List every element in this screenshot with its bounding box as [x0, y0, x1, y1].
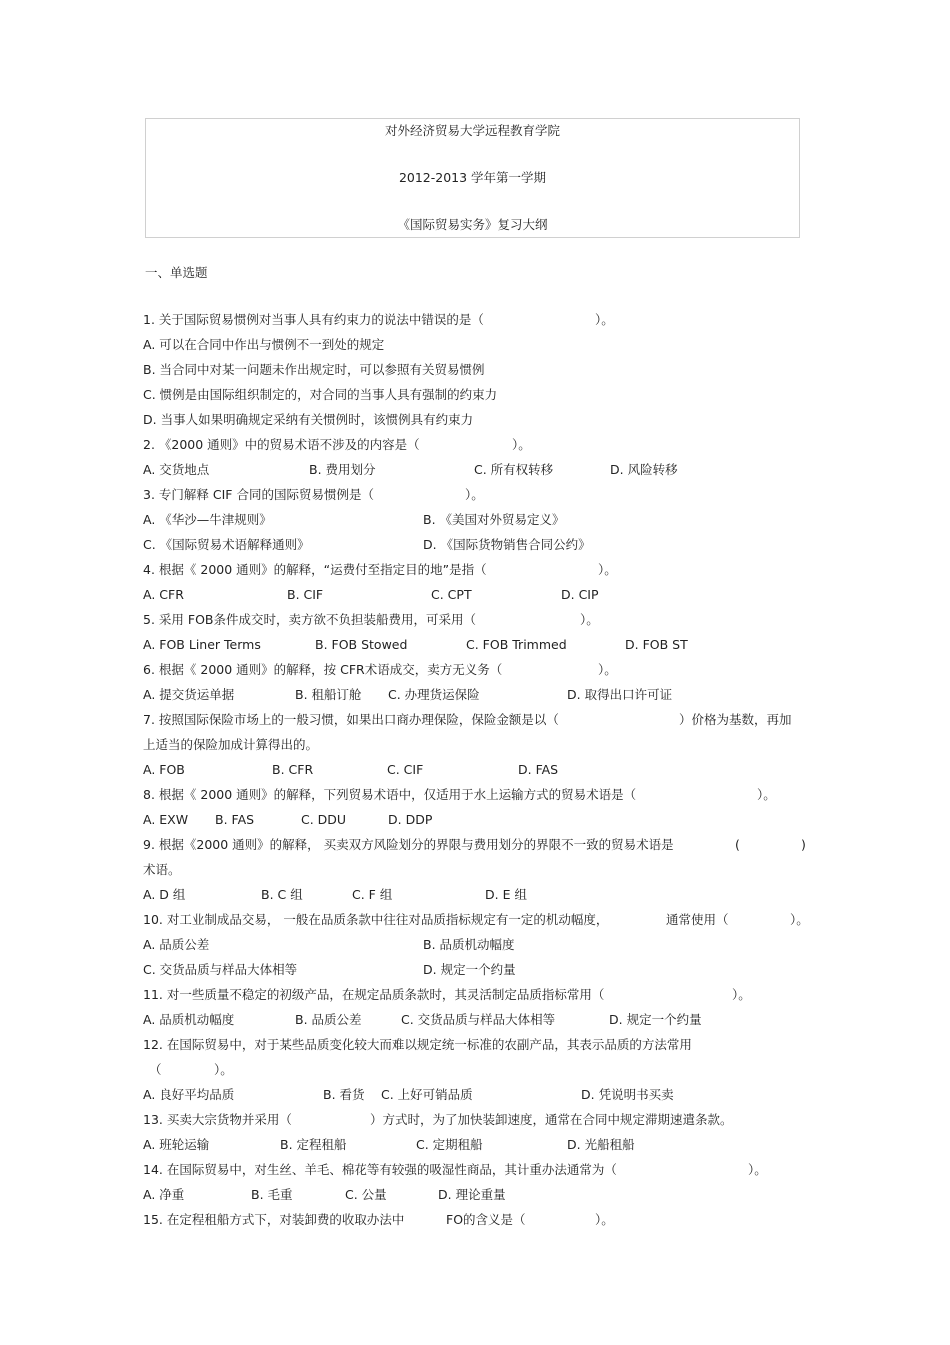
- text-segment: C. 办理货运保险: [388, 687, 480, 702]
- text-segment: (: [735, 837, 740, 852]
- text-segment: B. 租船订舱: [295, 687, 362, 702]
- text-segment: C. 交货品质与样品大体相等: [143, 962, 298, 977]
- text-line: [143, 1137, 813, 1153]
- text-segment: D. 规定一个约量: [609, 1012, 702, 1027]
- text-segment: 13. 买卖大宗货物并采用（: [143, 1112, 292, 1127]
- text-segment: C. 上好可销品质: [381, 1087, 473, 1102]
- text-line: [143, 737, 813, 753]
- text-segment: D. E 组: [485, 887, 527, 902]
- text-line: [143, 862, 813, 878]
- text-segment: B. 品质机动幅度: [423, 937, 515, 952]
- text-segment: B. 毛重: [251, 1187, 293, 1202]
- text-segment: D. 风险转移: [610, 462, 678, 477]
- text-segment: B. 当合同中对某一问题未作出规定时，可以参照有关贸易惯例: [143, 362, 485, 377]
- text-segment: A. 提交货运单据: [143, 687, 235, 702]
- text-segment: A. FOB Liner Terms: [143, 637, 261, 652]
- text-segment: A. EXW: [143, 812, 189, 827]
- text-line: [143, 662, 813, 678]
- text-segment: D. DDP: [388, 812, 433, 827]
- text-line: [143, 412, 813, 428]
- text-line: [143, 962, 813, 978]
- section-title: 一、单选题: [145, 265, 208, 280]
- text-segment: 8. 根据《 2000 通则》的解释，下列贸易术语中，仅适用于水上运输方式的贸易术语是（: [143, 787, 637, 802]
- text-segment: 11. 对一些质量不稳定的初级产品，在规定品质条款时，其灵活制定品质指标常用（: [143, 987, 605, 1002]
- text-segment: D. 理论重量: [438, 1187, 506, 1202]
- text-segment: D. 凭说明书买卖: [581, 1087, 674, 1102]
- text-segment: A. D 组: [143, 887, 186, 902]
- text-segment: ）。: [757, 787, 776, 802]
- text-segment: ）价格为基数，再加: [679, 712, 792, 727]
- text-line: [143, 1162, 813, 1178]
- text-segment: D. 当事人如果明确规定采纳有关惯例时，该惯例具有约束力: [143, 412, 474, 427]
- text-segment: D. FOB ST: [625, 637, 688, 652]
- text-segment: B. CIF: [287, 587, 324, 602]
- text-line: [143, 937, 813, 953]
- text-segment: C. FOB Trimmed: [466, 637, 567, 652]
- text-segment: C. F 组: [352, 887, 393, 902]
- text-segment: A. 班轮运输: [143, 1137, 210, 1152]
- text-segment: ）。: [465, 487, 484, 502]
- text-segment: A. 良好平均品质: [143, 1087, 235, 1102]
- document-title: 《国际贸易实务》复习大纲: [397, 217, 548, 232]
- text-line: [143, 337, 813, 353]
- text-segment: 1. 关于国际贸易惯例对当事人具有约束力的说法中错误的是（: [143, 312, 484, 327]
- text-line: [143, 612, 813, 628]
- text-segment: B. 费用划分: [309, 462, 376, 477]
- text-segment: C. 交货品质与样品大体相等: [401, 1012, 556, 1027]
- text-segment: 14. 在国际贸易中，对生丝、羊毛、棉花等有较强的吸湿性商品，其计重办法通常为（: [143, 1162, 617, 1177]
- text-segment: 6. 根据《 2000 通则》的解释，按 CFR术语成交，卖方无义务（: [143, 662, 503, 677]
- text-line: [143, 537, 813, 553]
- text-line: [143, 912, 813, 928]
- text-segment: 5. 采用 FOB条件成交时，卖方欲不负担装船费用，可采用（: [143, 612, 476, 627]
- text-segment: C. 惯例是由国际组织制定的，对合同的当事人具有强制的约束力: [143, 387, 498, 402]
- text-segment: C. CPT: [431, 587, 472, 602]
- text-segment: A. CFR: [143, 587, 184, 602]
- text-segment: ）。: [748, 1162, 767, 1177]
- text-segment: D. CIP: [561, 587, 599, 602]
- text-line: [143, 437, 813, 453]
- text-segment: ）。: [595, 312, 614, 327]
- text-segment: B. FAS: [215, 812, 255, 827]
- text-line: [143, 687, 813, 703]
- text-segment: A. 品质机动幅度: [143, 1012, 235, 1027]
- text-segment: C. 公量: [345, 1187, 387, 1202]
- text-segment: 4. 根据《 2000 通则》的解释，“运费付至指定目的地”是指（: [143, 562, 487, 577]
- text-segment: A. FOB: [143, 762, 185, 777]
- text-segment: ）。: [732, 987, 751, 1002]
- text-line: [143, 312, 813, 328]
- text-segment: A. 净重: [143, 1187, 185, 1202]
- text-line: [143, 887, 813, 903]
- text-segment: 12. 在国际贸易中，对于某些品质变化较大而难以规定统一标准的农副产品，其表示品质的方法常用: [143, 1037, 692, 1052]
- text-segment: ）。: [512, 437, 531, 452]
- text-segment: B. 《美国对外贸易定义》: [423, 512, 565, 527]
- text-line: [143, 587, 813, 603]
- text-segment: B. FOB Stowed: [315, 637, 408, 652]
- text-line: [143, 637, 813, 653]
- text-segment: A. 《华沙—牛津规则》: [143, 512, 272, 527]
- text-segment: 3. 专门解释 CIF 合同的国际贸易惯例是（: [143, 487, 374, 502]
- text-segment: C. 所有权转移: [474, 462, 554, 477]
- text-line: [143, 362, 813, 378]
- text-line: [143, 712, 813, 728]
- text-line: [143, 387, 813, 403]
- text-line: [143, 512, 813, 528]
- text-segment: C. DDU: [301, 812, 347, 827]
- text-line: [143, 1087, 813, 1103]
- text-line: [143, 1062, 813, 1078]
- text-segment: ）。: [598, 662, 617, 677]
- text-segment: C. CIF: [387, 762, 424, 777]
- academic-term: 2012-2013 学年第一学期: [398, 170, 547, 185]
- text-line: [143, 762, 813, 778]
- text-segment: B. C 组: [261, 887, 303, 902]
- text-segment: C. 定期租船: [416, 1137, 483, 1152]
- text-line: [143, 487, 813, 503]
- document-header-box: [145, 118, 800, 238]
- text-segment: ）。: [595, 1212, 614, 1227]
- text-segment: B. 看货: [323, 1087, 365, 1102]
- text-segment: D. 规定一个约量: [423, 962, 516, 977]
- text-line: [143, 1012, 813, 1028]
- text-segment: C. 《国际贸易术语解释通则》: [143, 537, 310, 552]
- text-line: [143, 1212, 813, 1228]
- text-segment: ）方式时，为了加快装卸速度，通常在合同中规定滞期速遣条款。: [370, 1112, 733, 1127]
- text-line: [143, 1112, 813, 1128]
- text-line: [143, 1187, 813, 1203]
- text-segment: 7. 按照国际保险市场上的一般习惯，如果出口商办理保险，保险金额是以（: [143, 712, 559, 727]
- text-segment: A. 可以在合同中作出与惯例不一到处的规定: [143, 337, 385, 352]
- text-segment: ）。: [214, 1062, 233, 1077]
- text-segment: B. 品质公差: [295, 1012, 362, 1027]
- institution-name: 对外经济贸易大学远程教育学院: [384, 123, 560, 138]
- text-segment: ）。: [598, 562, 617, 577]
- text-line: [143, 1037, 813, 1053]
- text-segment: 通常使用（: [666, 912, 729, 927]
- text-segment: A. 品质公差: [143, 937, 210, 952]
- text-line: [143, 837, 813, 853]
- text-line: [143, 562, 813, 578]
- text-segment: 9. 根据《2000 通则》的解释， 买卖双方风险划分的界限与费用划分的界限不一致的贸易术语是: [143, 837, 674, 852]
- text-line: [143, 462, 813, 478]
- text-segment: D. 取得出口许可证: [567, 687, 673, 702]
- text-segment: A. 交货地点: [143, 462, 210, 477]
- text-segment: D. FAS: [518, 762, 559, 777]
- text-segment: ）。: [580, 612, 599, 627]
- text-segment: 10. 对工业制成品交易， 一般在品质条款中往往对品质指标规定有一定的机动幅度，: [143, 912, 609, 927]
- text-segment: D. 《国际货物销售合同公约》: [423, 537, 591, 552]
- text-segment: ): [801, 837, 806, 852]
- text-segment: 2. 《2000 通则》中的贸易术语不涉及的内容是（: [143, 437, 420, 452]
- text-line: [143, 787, 813, 803]
- text-segment: ）。: [790, 912, 809, 927]
- text-segment: D. 光船租船: [567, 1137, 635, 1152]
- text-segment: FO的含义是（: [446, 1212, 526, 1227]
- text-segment: 上适当的保险加成计算得出的。: [143, 737, 319, 752]
- text-line: [143, 987, 813, 1003]
- text-segment: （: [149, 1062, 162, 1077]
- text-segment: B. CFR: [272, 762, 314, 777]
- text-segment: 术语。: [143, 862, 181, 877]
- text-line: [143, 812, 813, 828]
- text-segment: B. 定程租船: [280, 1137, 347, 1152]
- text-segment: 15. 在定程租船方式下，对装卸费的收取办法中: [143, 1212, 405, 1227]
